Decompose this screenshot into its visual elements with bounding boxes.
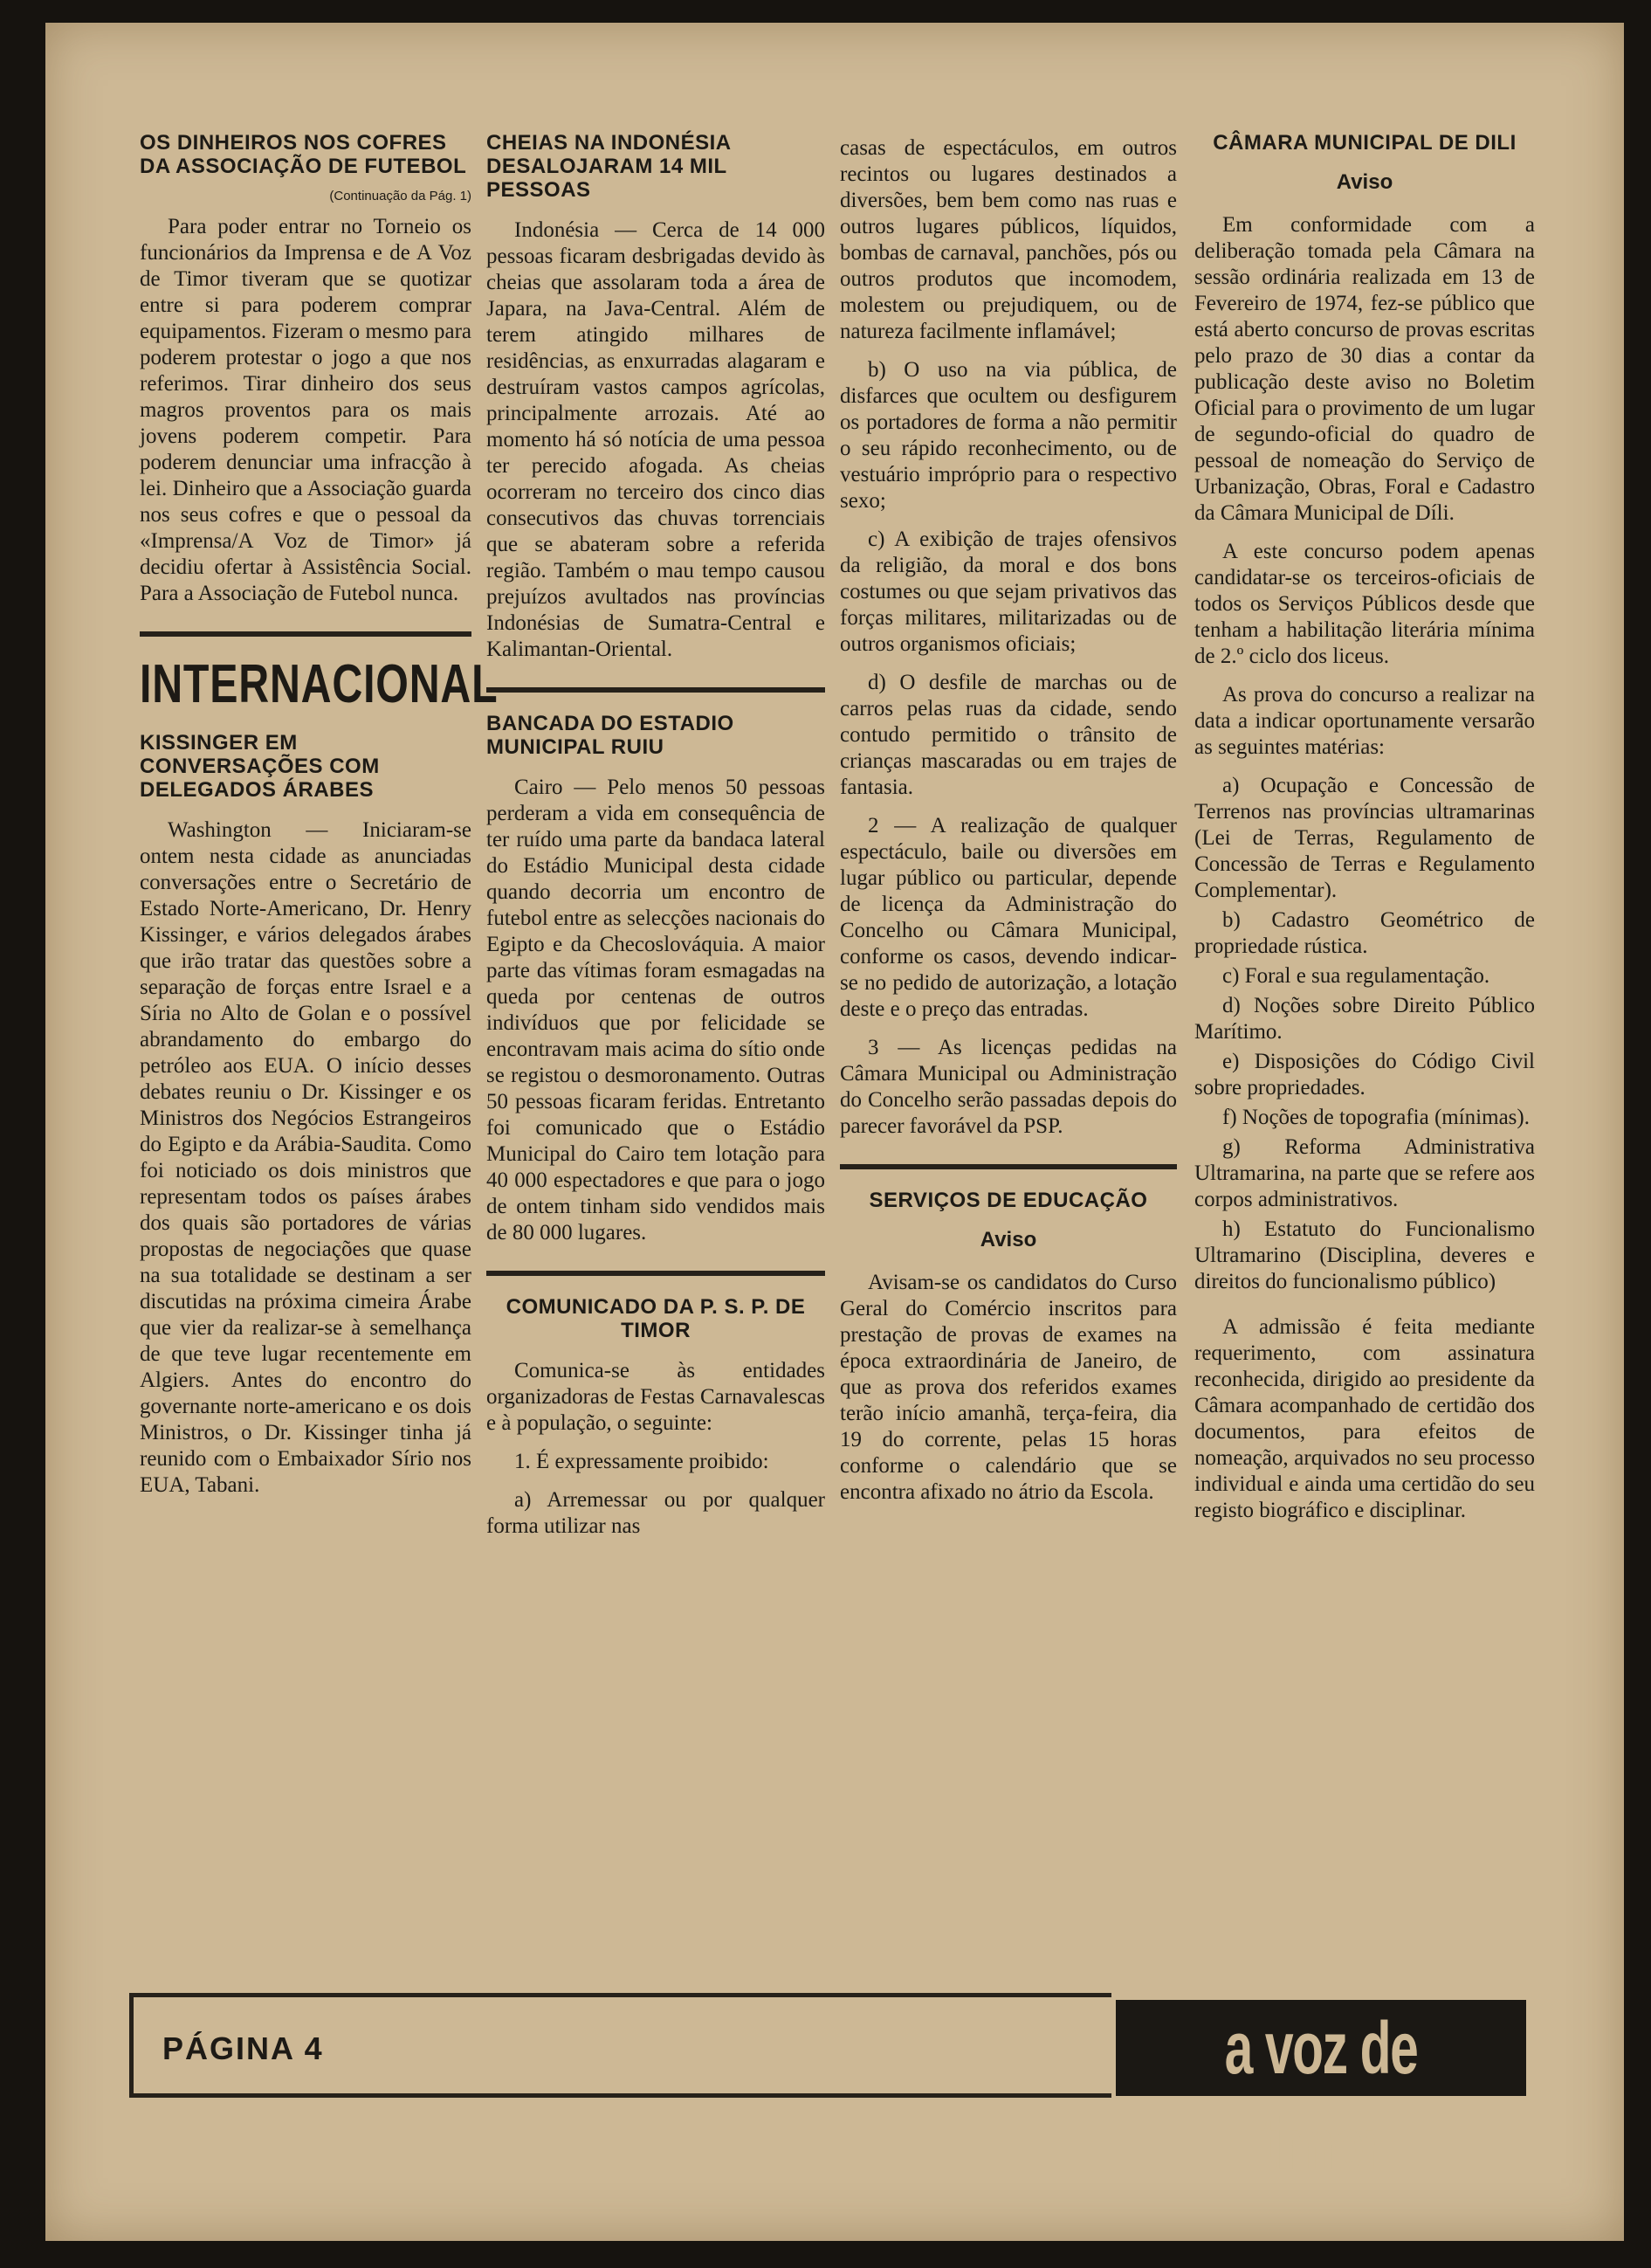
council-notice-item: d) Noções sobre Direito Público Marítimo. [1194, 994, 1535, 1044]
column-3 [840, 135, 1177, 1518]
council-notice-paragraph: Em conformidade com a deliberação tomada pela Câmara na sessão ordinária realizada em 13 de Fevereiro de 1974, fez-se público que está aberto concurso de provas escritas pelo prazo de 30 dias a contar da publicação deste aviso no Boletim Oficial para o provimento de um lugar de segundo-oficial do quadro de pessoal de nomeação do Serviço de Urbanização, Obras, Foral e Cadastro da Câmara Municipal de Díli. [1194, 213, 1535, 525]
psp-notice-paragraph: 2 — A realização de qualquer espectáculo, baile ou diversões em lugar público ou particular, depende de licença da Administração do Concelho ou Câmara Municipal, conforme os casos, devendo indicar-se no pedido de autorização, a lotação deste e o preço das entradas. [840, 814, 1177, 1021]
column-1 [140, 131, 499, 1511]
psp-notice-paragraph: 3 — As licenças pedidas na Câmara Municipal ou Administração do Concelho serão passadas depois do parecer favorável da PSP. [840, 1036, 1177, 1138]
divider [840, 1164, 1177, 1169]
council-notice-paragraph: As prova do concurso a realizar na data a indicar oportunamente versarão as seguintes matérias: [1194, 683, 1535, 759]
article-title-stadium-collapse: BANCADA DO ESTADIO MUNICIPAL RUIU [486, 712, 734, 759]
notice-label: Aviso [980, 1228, 1037, 1251]
psp-notice-paragraph: a) Arremessar ou por qualquer forma utilizar nas [486, 1488, 825, 1538]
page-number: PÁGINA 4 [162, 2030, 324, 2066]
council-notice-item: g) Reforma Administrativa Ultramarina, na parte que se refere aos corpos administrativos. [1194, 1135, 1535, 1211]
article-title-football-funds: OS DINHEIROS NOS COFRES DA ASSOCIAÇÃO DE FUTEBOL [140, 131, 467, 178]
article-body-stadium-collapse: Cairo — Pelo menos 50 pessoas perderam a vida em consequência de ter ruído uma parte da bandaca lateral do Estádio Municipal desta cidade quando decorria um encontro de futebol entre as selecções nacionais do Egipto e da Checoslováquia. A maior parte das vítimas foram esmagadas na queda por centenas de outros indivíduos que por felicidade se encontravam mais acima do sítio onde se registou o desmoronamento. Outras 50 pessoas ficaram feridas. Entretanto foi comunicado que o Estádio Municipal do Cairo tem lotação para 40 000 espectadores e que para o jogo de ontem tinham sido vendidos mais de 80 000 lugares. [486, 776, 825, 1244]
masthead-logo [1116, 2000, 1526, 2185]
article-body-football-funds: Para poder entrar no Torneio os funcionários da Imprensa e de A Voz de Timor tiveram que se quotizar entre si para poderem comprar equipamentos. Fizeram o mesmo para poderem protestar o jogo a que nos referimos. Tirar dinheiro dos seus magros proventos para os mais jovens poderem competir. Para poderem denunciar uma infracção à lei. Dinheiro que a Associação guarda nos seus cofres e que o pessoal da «Imprensa/A Voz de Timor» já decidiu ofertar à Assistência Social. Para a Associação de Futebol nunca. [140, 215, 471, 605]
psp-notice-paragraph: b) O uso na via pública, de disfarces que ocultem ou desfigurem os portadores de forma a não permitir o seu rápido reconhecimento, ou de vestuário impróprio para o respectivo sexo; [840, 358, 1177, 513]
council-notice-item: c) Foral e sua regulamentação. [1222, 964, 1490, 988]
psp-notice-paragraph: casas de espectáculos, em outros recintos ou lugares destinados a diversões, bem bem como nas ruas e outros lugares públicos, líquidos, bombas de carnaval, panchões, pós ou outros produtos que incomodem, molestem ou prejudiquem, ou de natureza facilmente inflamável; [840, 136, 1177, 343]
article-title-psp-notice: COMUNICADO DA P. S. P. DE TIMOR [506, 1295, 806, 1342]
council-notice-item: f) Noções de topografia (mínimas). [1222, 1106, 1530, 1129]
article-body-kissinger: Washington — Iniciaram-se ontem nesta cidade as anunciadas conversações entre o Secretário de Estado Norte-Americano, Dr. Henry Kissinger, e vários delegados árabes que irão tratar das questões sobre a separação de forças entre Israel e a Síria no Alto de Golan e o possível abrandamento do embargo do petróleo aos EUA. O início desses debates reuniu o Dr. Kissinger e os Ministros dos Negócios Estrangeiros do Egipto e da Arábia-Saudita. Como foi noticiado os dois ministros que representam todos os países árabes dos quais são portadores de várias propostas de negociações que quase na sua totalidade se destinam a ser discutidas na próxima cimeira Árabe que vier da realizar-se à semelhança de que teve lugar recentemente em Algiers. Antes do encontro do governante norte-americano e os dois Ministros, o Dr. Kissinger tinha já reunido com o Embaixador Sírio nos EUA, Tabani. [140, 818, 471, 1497]
psp-notice-paragraph: d) O desfile de marchas ou de carros pelas ruas da cidade, sendo contudo permitido o trânsito de crianças mascaradas ou em trajes de fantasia. [840, 671, 1177, 799]
council-notice-item: b) Cadastro Geométrico de propriedade rústica. [1194, 908, 1535, 958]
column-2 [486, 131, 825, 1552]
council-notice-item: h) Estatuto do Funcionalismo Ultramarino (Disciplina, deveres e direitos do funcionalismo público) [1194, 1217, 1535, 1293]
notice-label: Aviso [1336, 170, 1393, 194]
article-body-education-services: Avisam-se os candidatos do Curso Geral do Comércio inscritos para prestação de provas de exames na época extraordinária de Janeiro, de que as prova dos referidos exames terão início amanhã, terça-feira, dia 19 do corrente, pelas 15 horas conforme o calendário que se encontra afixado no átrio da Escola. [840, 1271, 1177, 1504]
article-title-dili-council: CÂMARA MUNICIPAL DE DILI [1213, 131, 1517, 155]
divider [140, 631, 471, 637]
article-title-education-services: SERVIÇOS DE EDUCAÇÃO [869, 1189, 1148, 1212]
section-heading: INTERNACIONAL [140, 654, 499, 714]
psp-notice-paragraph: c) A exibição de trajes ofensivos da religião, da moral e dos bons costumes ou que sejam privativos das forças militares, militarizadas ou de outros organismos oficiais; [840, 527, 1177, 656]
council-notice-item: e) Disposições do Código Civil sobre propriedades. [1194, 1050, 1535, 1100]
council-notice-paragraph: A este concurso podem apenas candidatar-se os terceiros-oficiais de todos os Serviços Públicos desde que tenham a habilitação literária mínima de 2.º ciclo dos liceus. [1194, 540, 1535, 668]
article-title-kissinger: KISSINGER EM CONVERSAÇÕES COM DELEGADOS ÁRABES [140, 731, 380, 802]
divider [486, 687, 825, 693]
continuation-note: (Continuação da Pág. 1) [329, 189, 471, 203]
council-notice-item: a) Ocupação e Concessão de Terrenos nas províncias ultramarinas (Lei de Terras, Regulamento de Concessão de Terras e Regulamento Complementar). [1194, 774, 1535, 902]
psp-notice-paragraph: Comunica-se às entidades organizadoras de Festas Carnavalescas e à população, o seguinte: [486, 1359, 825, 1435]
article-body-indonesia-floods: Indonésia — Cerca de 14 000 pessoas ficaram desbrigadas devido às cheias que assolaram toda a área de Japara, na Java-Central. Além de terem atingido milhares de residências, as enxurradas alagaram e destruíram vastos campos agrícolas, principalmente arrozais. Até ao momento há só notícia de uma pessoa ter perecido afogada. As cheias ocorreram no terceiro dos cinco dias consecutivos das chuvas torrenciais que se abateram sobre a referida região. Também o mau tempo causou prejuízos avultados nas províncias Indonésias de Sumatra-Central e Kalimantan-Oriental. [486, 218, 825, 661]
psp-notice-paragraph: 1. É expressamente proibido: [514, 1450, 769, 1473]
article-title-indonesia-floods: CHEIAS NA INDONÉSIA DESALOJARAM 14 MIL PESSOAS [486, 131, 731, 202]
column-4 [1194, 131, 1535, 1536]
masthead-text: a voz de timor [1224, 2007, 1418, 2185]
divider [486, 1271, 825, 1276]
council-notice-paragraph: A admissão é feita mediante requerimento, com assinatura reconhecida, dirigido ao presidente da Câmara acompanhado de certidão dos documentos, para efeitos de nomeação, arquivados no seu processo individual e ainda uma certidão do seu registo biográfico e disciplinar. [1194, 1315, 1535, 1522]
